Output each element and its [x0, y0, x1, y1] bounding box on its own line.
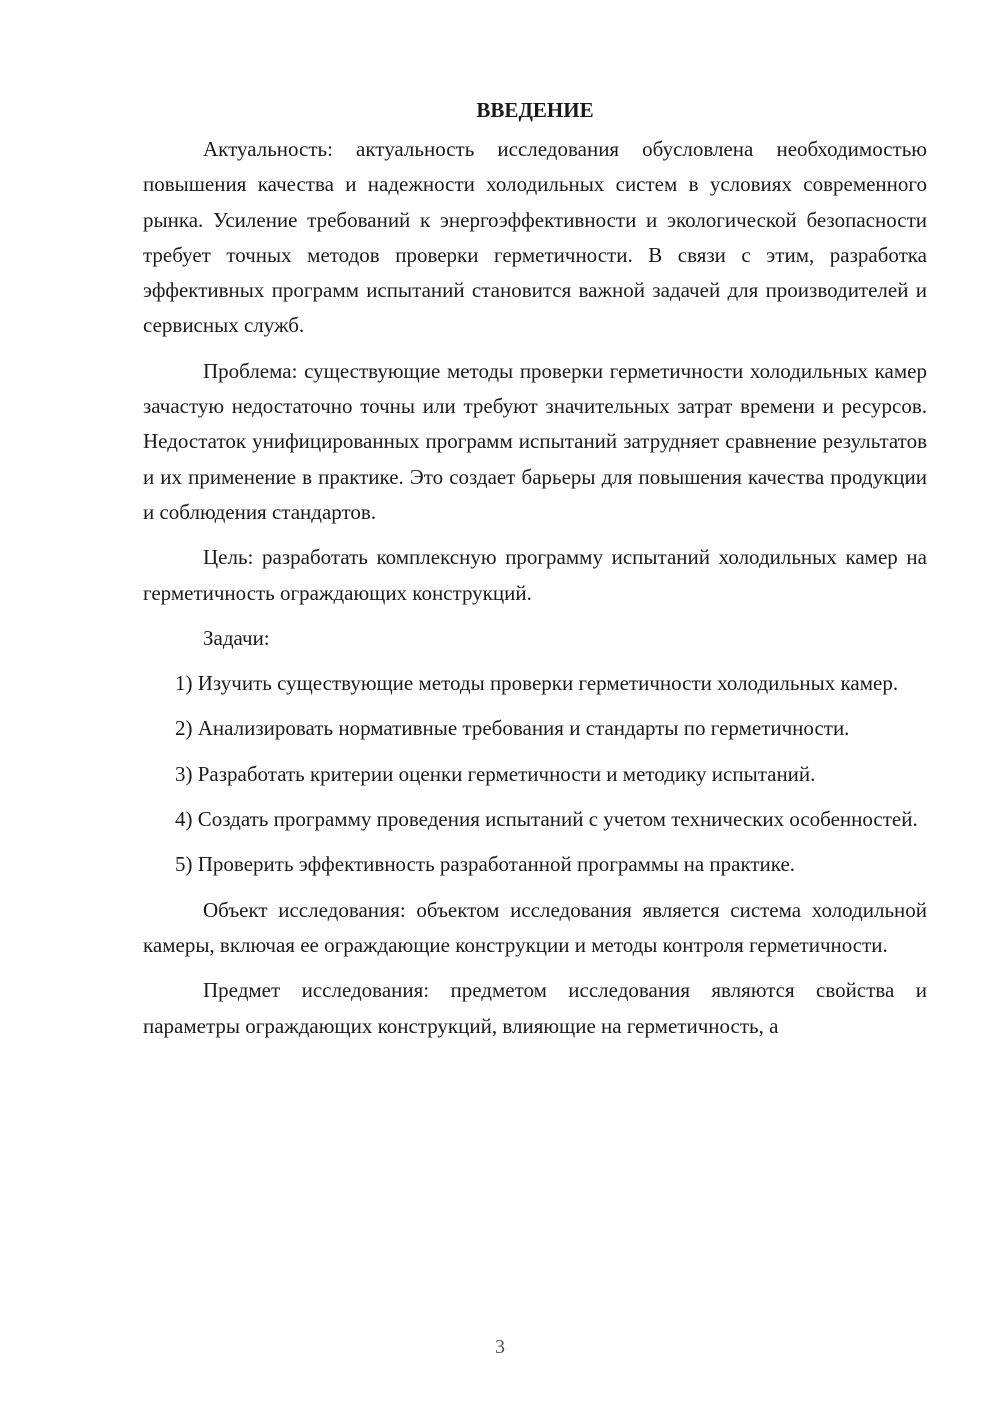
paragraph-subject: Предмет исследования: предметом исследования являются свойства и параметры ограждающих конструкций, влияющие на герметичность, а [143, 978, 927, 1038]
task-item-1: 1) Изучить существующие методы проверки герметичности холодильных камер. [175, 671, 899, 696]
paragraph-tasks-heading: Задачи: [203, 625, 270, 650]
paragraph-object: Объект исследования: объектом исследования является система холодильной камеры, включая ее ограждающие конструкции и методы контроля герметичности. [143, 897, 927, 957]
section-title: ВВЕДЕНИЕ [476, 98, 594, 122]
paragraph-problem: Проблема: существующие методы проверки герметичности холодильных камер зачастую недостаточно точны или требуют значительных затрат времени и ресурсов. Недостаток унифицированных программ испытаний затрудняет сравнение результатов и их применение в практике. Это создает барьеры для повышения качества продукции и соблюдения стандартов. [143, 358, 927, 524]
paragraph-goal: Цель: разработать комплексную программу испытаний холодильных камер на герметичность ограждающих конструкций. [143, 545, 927, 605]
task-item-5: 5) Проверить эффективность разработанной программы на практике. [175, 852, 796, 877]
page-number: 3 [495, 1336, 505, 1358]
task-item-3: 3) Разработать критерии оценки герметичности и методику испытаний. [175, 761, 816, 786]
task-item-4: 4) Создать программу проведения испытаний с учетом технических особенностей. [175, 807, 918, 832]
paragraph-relevance: Актуальность: актуальность исследования обусловлена необходимостью повышения качества и надежности холодильных систем в условиях современного рынка. Усиление требований к энергоэффективности и экологической безопасности требует точных методов проверки герметичности. В связи с этим, разработка эффективных программ испытаний становится важной задачей для производителей и сервисных служб. [143, 137, 927, 338]
task-item-2: 2) Анализировать нормативные требования и стандарты по герметичности. [175, 716, 850, 741]
page-content [143, 92, 927, 1054]
